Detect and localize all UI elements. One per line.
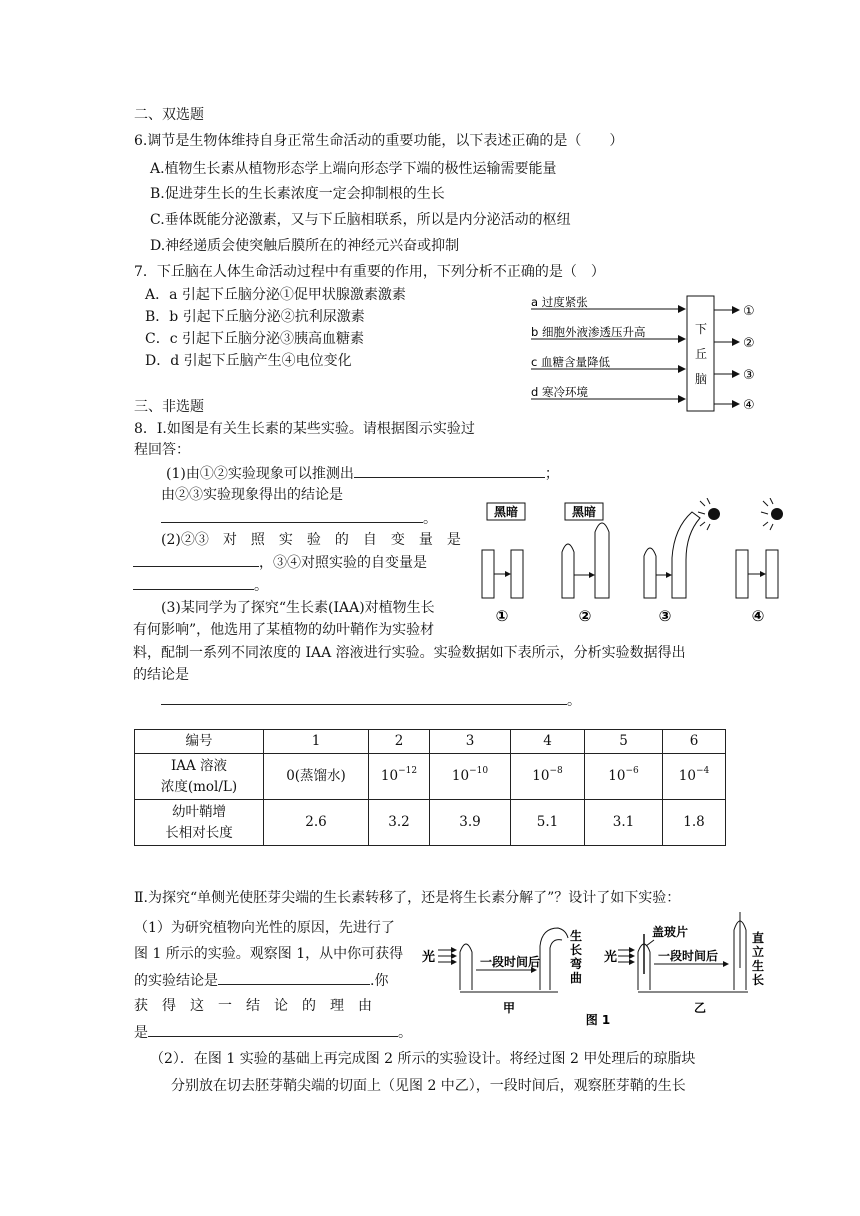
bend-label: 曲 — [570, 971, 583, 985]
table-header: 4 — [511, 730, 585, 754]
answer-blank[interactable] — [133, 575, 254, 590]
table-header: 6 — [663, 730, 726, 754]
box-char: 丘 — [694, 347, 708, 361]
q8-part3: 有何影响”，他选用了某植物的幼叶鞘作为实验材 — [133, 622, 435, 638]
part2-text: 分别放在切去胚芽鞘尖端的切面上（见图 2 中乙），一段时间后，观察胚芽鞘的生长 — [171, 1078, 686, 1094]
bend-label: 生 — [570, 929, 583, 943]
q6-option-a: A.植物生长素从植物形态学上端向形态学下端的极性运输需要能量 — [150, 161, 557, 177]
iaa-data-table — [134, 729, 726, 846]
table-cell: 0(蒸馏水) — [264, 754, 369, 800]
answer-blank[interactable] — [218, 970, 370, 985]
table-header: 1 — [264, 730, 369, 754]
part2-text: 获 得 这 一 结 论 的 理 由 — [134, 998, 372, 1014]
part2-title: Ⅱ.为探究“单侧光使胚芽尖端的生长素转移了，还是将生长素分解了”？设计了如下实验： — [134, 890, 681, 906]
table-cell: $10^{-12}$ — [369, 754, 430, 800]
time-label: 一段时间后 — [480, 955, 541, 969]
table-header: 3 — [430, 730, 511, 754]
table-cell: 3.9 — [430, 800, 511, 846]
part2-text: （1）为研究植物向光性的原因，先进行了 — [134, 920, 395, 936]
cover-slip-label: 盖玻片 — [652, 925, 689, 939]
section-title: 二、双选题 — [134, 107, 204, 123]
figure-1 — [418, 912, 778, 1030]
q8-part2-b: ，③④对照实验的自变量是 — [133, 552, 427, 573]
table-cell: $10^{-8}$ — [511, 754, 585, 800]
q8-intro: 8．Ⅰ.如图是有关生长素的某些实验。请根据图示实验过 — [134, 421, 475, 437]
q8-part3: (3)某同学为了探究“生长素(IAA)对植物生长 — [161, 600, 435, 616]
q6-option-d: D.神经递质会使突触后膜所在的神经元兴奋或抑制 — [150, 238, 460, 254]
q8-part3: 料，配制一系列不同浓度的 IAA 溶液进行实验。实验数据如下表所示，分析实验数据得出 — [133, 645, 686, 661]
table-header: 5 — [585, 730, 663, 754]
section-title: 三、非选题 — [134, 399, 204, 415]
input-label-c: c 血糖含量降低 — [531, 355, 610, 369]
answer-blank[interactable] — [133, 552, 259, 567]
table-cell: $10^{-6}$ — [585, 754, 663, 800]
table-cell: 3.2 — [369, 800, 430, 846]
dark-label: 黑暗 — [571, 505, 597, 519]
table-row — [135, 754, 726, 800]
q8-part2-c: 。 — [133, 575, 268, 596]
output-label: ① — [743, 304, 755, 319]
question-7-stem: 7．下丘脑在人体生命活动过程中有重要的作用，下列分析不正确的是（ ） — [134, 264, 605, 280]
input-label-b: b 细胞外液渗透压升高 — [531, 325, 646, 339]
light-label: 光 — [604, 950, 618, 965]
figure-caption: 图 1 — [585, 1013, 611, 1027]
part2-text: 是 。 — [134, 1022, 412, 1043]
q7-option-a: A．a 引起下丘脑分泌①促甲状腺激素激素 — [145, 287, 406, 303]
q8-part1: (1)由①②实验现象可以推测出 ； — [166, 463, 559, 484]
input-label-d: d 寒冷环境 — [531, 385, 588, 399]
table-row — [135, 800, 726, 846]
light-label: 光 — [422, 950, 436, 965]
table-cell: 5.1 — [511, 800, 585, 846]
q8-part2: (2)②③ 对 照 实 验 的 自 变 量 是 — [161, 532, 461, 548]
output-label: ④ — [743, 398, 755, 413]
part2-text: 的实验结论是 .你 — [134, 970, 388, 991]
bend-label: 长 — [570, 943, 583, 957]
yi-label: 乙 — [694, 1001, 707, 1015]
q7-option-c: C．c 引起下丘脑分泌③胰高血糖素 — [145, 331, 365, 347]
q8-part3: 的结论是 — [133, 667, 189, 683]
table-header: 2 — [369, 730, 430, 754]
upright-label: 生 — [752, 959, 765, 973]
upright-label: 直 — [752, 931, 765, 945]
answer-blank[interactable] — [161, 508, 423, 523]
table-header: 编号 — [135, 730, 264, 754]
q6-option-c: C.垂体既能分泌激素，又与下丘脑相联系，所以是内分泌活动的枢纽 — [150, 212, 571, 228]
answer-blank[interactable] — [161, 690, 567, 705]
output-label: ② — [743, 336, 755, 351]
question-6-stem: 6.调节是生物体维持自身正常生命活动的重要功能，以下表述正确的是（ ） — [134, 133, 624, 149]
q8-intro: 程回答： — [134, 442, 190, 458]
q7-option-d: D．d 引起下丘脑产生④电位变化 — [145, 353, 352, 369]
row-header: IAA 溶液 浓度(mol/L) — [135, 754, 264, 800]
part2-text: 图 1 所示的实验。观察图 1，从中你可获得 — [134, 946, 404, 962]
box-char: 下 — [694, 322, 708, 336]
q8-part3-answer: 。 — [161, 690, 581, 711]
box-char: 脑 — [694, 372, 708, 386]
dark-label: 黑暗 — [493, 505, 519, 519]
time-label: 一段时间后 — [658, 949, 719, 963]
figure-number: ④ — [751, 607, 765, 625]
figure-number: ③ — [658, 607, 672, 625]
part2-text: （2）．在图 1 实验的基础上再完成图 2 所示的实验设计。将经过图 2 甲处理后的琼脂块 — [150, 1051, 696, 1067]
output-label: ③ — [743, 368, 755, 383]
bend-label: 弯 — [570, 957, 583, 971]
figure-number: ② — [578, 607, 592, 625]
upright-label: 长 — [752, 973, 765, 987]
input-label-a: a 过度紧张 — [531, 295, 588, 309]
coleoptile-figure — [474, 498, 794, 633]
row-header: 幼叶鞘增 长相对长度 — [135, 800, 264, 846]
answer-blank[interactable] — [148, 1022, 398, 1037]
jia-label: 甲 — [503, 1001, 516, 1015]
q7-option-b: B．b 引起下丘脑分泌②抗利尿激素 — [145, 309, 365, 325]
table-cell: 1.8 — [663, 800, 726, 846]
figure-number: ① — [495, 607, 509, 625]
table-cell: 2.6 — [264, 800, 369, 846]
table-cell: 3.1 — [585, 800, 663, 846]
q8-part1-c: 。 — [161, 508, 437, 529]
upright-label: 立 — [752, 945, 765, 959]
answer-blank[interactable] — [354, 463, 545, 478]
hypothalamus-diagram — [527, 290, 777, 420]
q8-part1-b: 由②③实验现象得出的结论是 — [161, 487, 343, 503]
table-cell: $10^{-4}$ — [663, 754, 726, 800]
table-cell: $10^{-10}$ — [430, 754, 511, 800]
q6-option-b: B.促进芽生长的生长素浓度一定会抑制根的生长 — [150, 186, 445, 202]
